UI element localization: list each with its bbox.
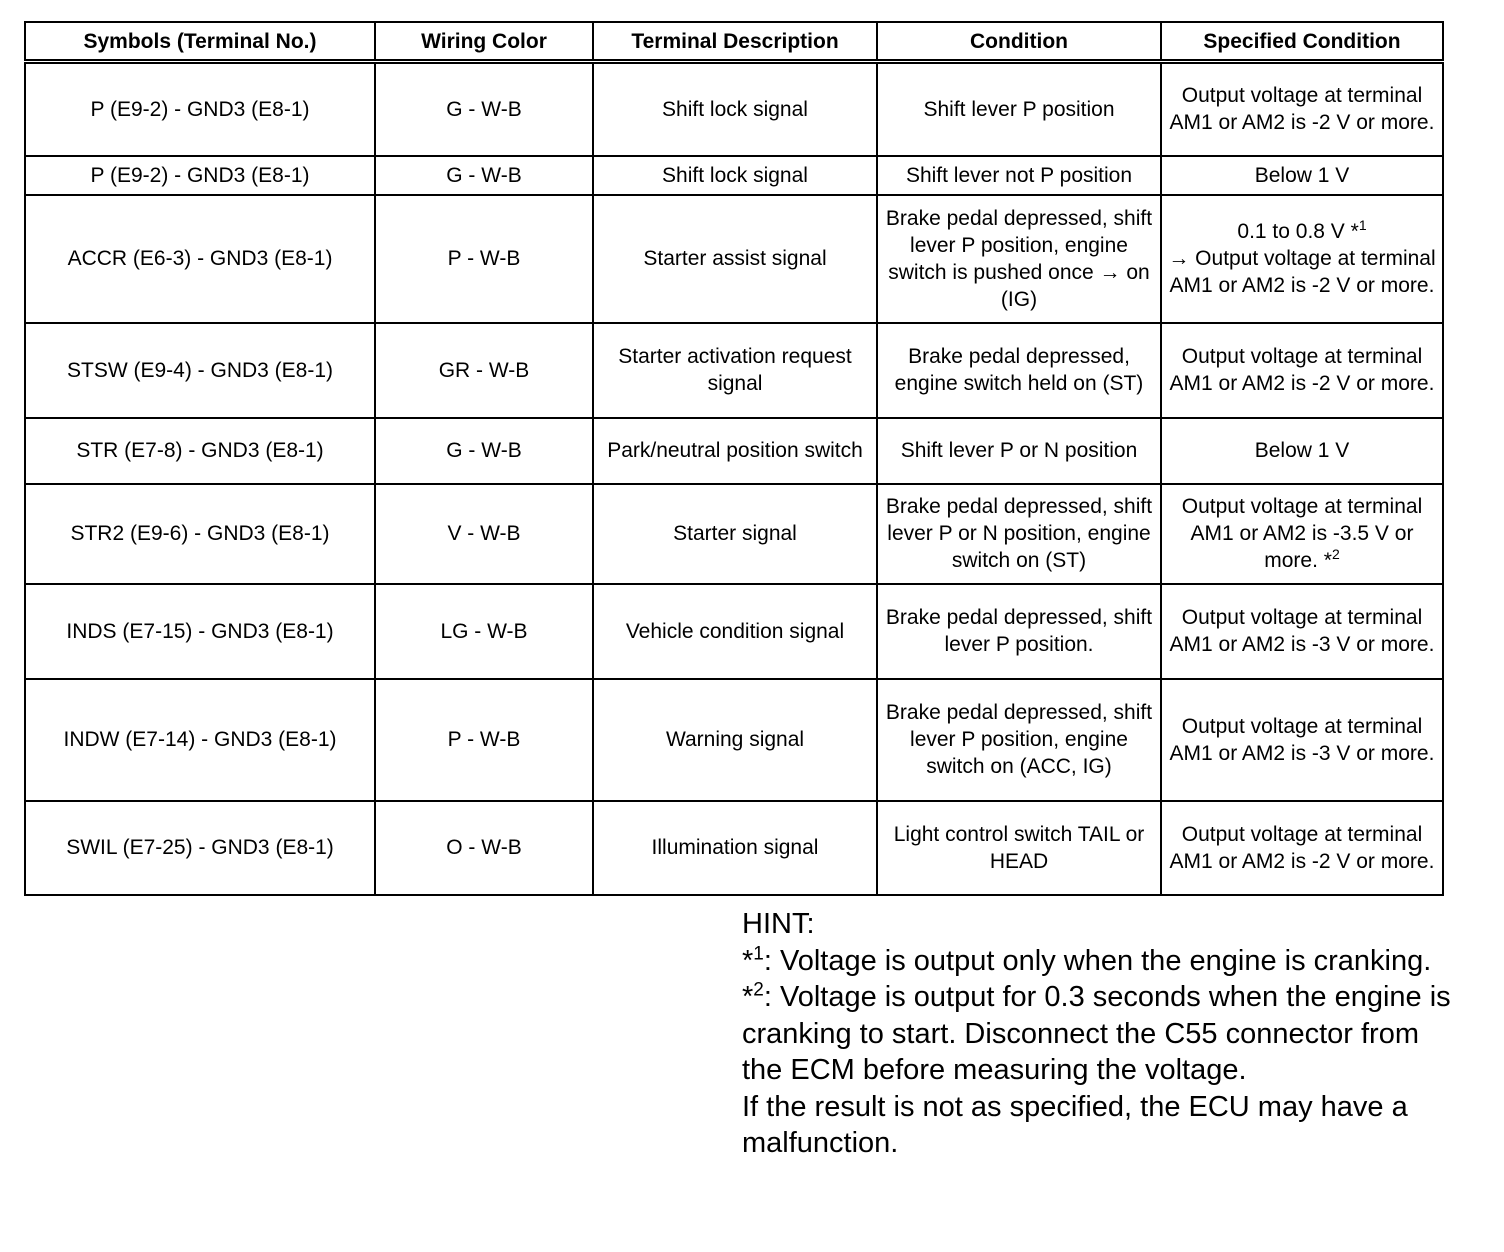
cell-wiring-color: O - W-B: [375, 801, 593, 895]
note-1-text: : Voltage is output only when the engine is cranking.: [763, 944, 1432, 977]
table-row: [25, 584, 1443, 679]
footnote-ref: 1: [1358, 217, 1367, 233]
cell-symbol: STSW (E9-4) - GND3 (E8-1): [25, 323, 375, 418]
cell-wiring-color: GR - W-B: [375, 323, 593, 418]
table-row: [25, 679, 1443, 801]
footnote-number: 1: [753, 942, 764, 964]
cell-description: Starter assist signal: [593, 195, 877, 323]
table-row: [25, 801, 1443, 895]
cell-description: Illumination signal: [593, 801, 877, 895]
cell-spec: Output voltage at terminal AM1 or AM2 is -3 V or more.: [1161, 679, 1443, 801]
spec-tail: → Output voltage at terminal AM1 or AM2 is -2 V or more.: [1168, 247, 1436, 297]
cell-symbol: P (E9-2) - GND3 (E8-1): [25, 156, 375, 195]
header-symbols: Symbols (Terminal No.): [25, 22, 375, 62]
cell-condition: Brake pedal depressed, shift lever P or N position, engine switch on (ST): [877, 484, 1161, 584]
cell-spec: Below 1 V: [1161, 418, 1443, 484]
hint-note-1: [742, 943, 1462, 980]
footnote-mark: *: [742, 944, 754, 977]
spec-main: 0.1 to 0.8 V *: [1237, 220, 1359, 243]
cell-spec: Output voltage at terminal AM1 or AM2 is -3 V or more.: [1161, 584, 1443, 679]
header-specified-condition: Specified Condition: [1161, 22, 1443, 62]
table-row: [25, 418, 1443, 484]
hint-note-2: [742, 979, 1462, 1089]
cell-wiring-color: LG - W-B: [375, 584, 593, 679]
table-row: [25, 195, 1443, 323]
footnote-number: 2: [753, 979, 764, 1001]
cell-symbol: SWIL (E7-25) - GND3 (E8-1): [25, 801, 375, 895]
cell-condition: Shift lever not P position: [877, 156, 1161, 195]
cell-description: Warning signal: [593, 679, 877, 801]
spec-main: Output voltage at terminal AM1 or AM2 is -3.5 V or more. *: [1181, 495, 1423, 572]
cell-condition: Light control switch TAIL or HEAD: [877, 801, 1161, 895]
table-header-row: [25, 22, 1443, 62]
cell-description: Vehicle condition signal: [593, 584, 877, 679]
cell-spec: Below 1 V: [1161, 156, 1443, 195]
header-terminal-description: Terminal Description: [593, 22, 877, 62]
cell-spec: Output voltage at terminal AM1 or AM2 is -2 V or more.: [1161, 62, 1443, 156]
cell-symbol: STR2 (E9-6) - GND3 (E8-1): [25, 484, 375, 584]
cell-symbol: P (E9-2) - GND3 (E8-1): [25, 62, 375, 156]
hint-result: If the result is not as specified, the ECU may have a malfunction.: [742, 1090, 1408, 1159]
table-row: [25, 484, 1443, 584]
cell-wiring-color: G - W-B: [375, 62, 593, 156]
footnote-mark: *: [742, 981, 754, 1013]
cell-description: Park/neutral position switch: [593, 418, 877, 484]
cell-condition: Shift lever P or N position: [877, 418, 1161, 484]
header-wiring-color: Wiring Color: [375, 22, 593, 62]
cell-wiring-color: P - W-B: [375, 679, 593, 801]
cell-symbol: INDW (E7-14) - GND3 (E8-1): [25, 679, 375, 801]
header-condition: Condition: [877, 22, 1161, 62]
cell-condition: Shift lever P position: [877, 62, 1161, 156]
cell-wiring-color: G - W-B: [375, 418, 593, 484]
cell-spec: [1161, 484, 1443, 584]
cell-description: Shift lock signal: [593, 156, 877, 195]
cell-spec: Output voltage at terminal AM1 or AM2 is -2 V or more.: [1161, 323, 1443, 418]
note-2-text: : Voltage is output for 0.3 seconds when the engine is cranking to start. Disconnect the C55 connector from the ECM before measuring the voltage.: [742, 981, 1451, 1086]
cell-condition: Brake pedal depressed, engine switch held on (ST): [877, 323, 1161, 418]
table-row: [25, 156, 1443, 195]
cell-wiring-color: P - W-B: [375, 195, 593, 323]
cell-description: Starter signal: [593, 484, 877, 584]
cell-condition: Brake pedal depressed, shift lever P position.: [877, 584, 1161, 679]
cell-wiring-color: G - W-B: [375, 156, 593, 195]
terminal-spec-table: [24, 21, 1444, 896]
table-row: [25, 62, 1443, 156]
cell-symbol: STR (E7-8) - GND3 (E8-1): [25, 418, 375, 484]
cell-condition: Brake pedal depressed, shift lever P position, engine switch is pushed once → on (IG): [877, 195, 1161, 323]
hint-title: HINT:: [742, 908, 815, 940]
cell-symbol: ACCR (E6-3) - GND3 (E8-1): [25, 195, 375, 323]
hint-section: [742, 906, 1462, 1162]
cell-spec: [1161, 195, 1443, 323]
table-row: [25, 323, 1443, 418]
cell-description: Shift lock signal: [593, 62, 877, 156]
cell-wiring-color: V - W-B: [375, 484, 593, 584]
cell-description: Starter activation request signal: [593, 323, 877, 418]
cell-condition: Brake pedal depressed, shift lever P position, engine switch on (ACC, IG): [877, 679, 1161, 801]
cell-spec: Output voltage at terminal AM1 or AM2 is -2 V or more.: [1161, 801, 1443, 895]
cell-symbol: INDS (E7-15) - GND3 (E8-1): [25, 584, 375, 679]
footnote-ref: 2: [1331, 546, 1340, 562]
